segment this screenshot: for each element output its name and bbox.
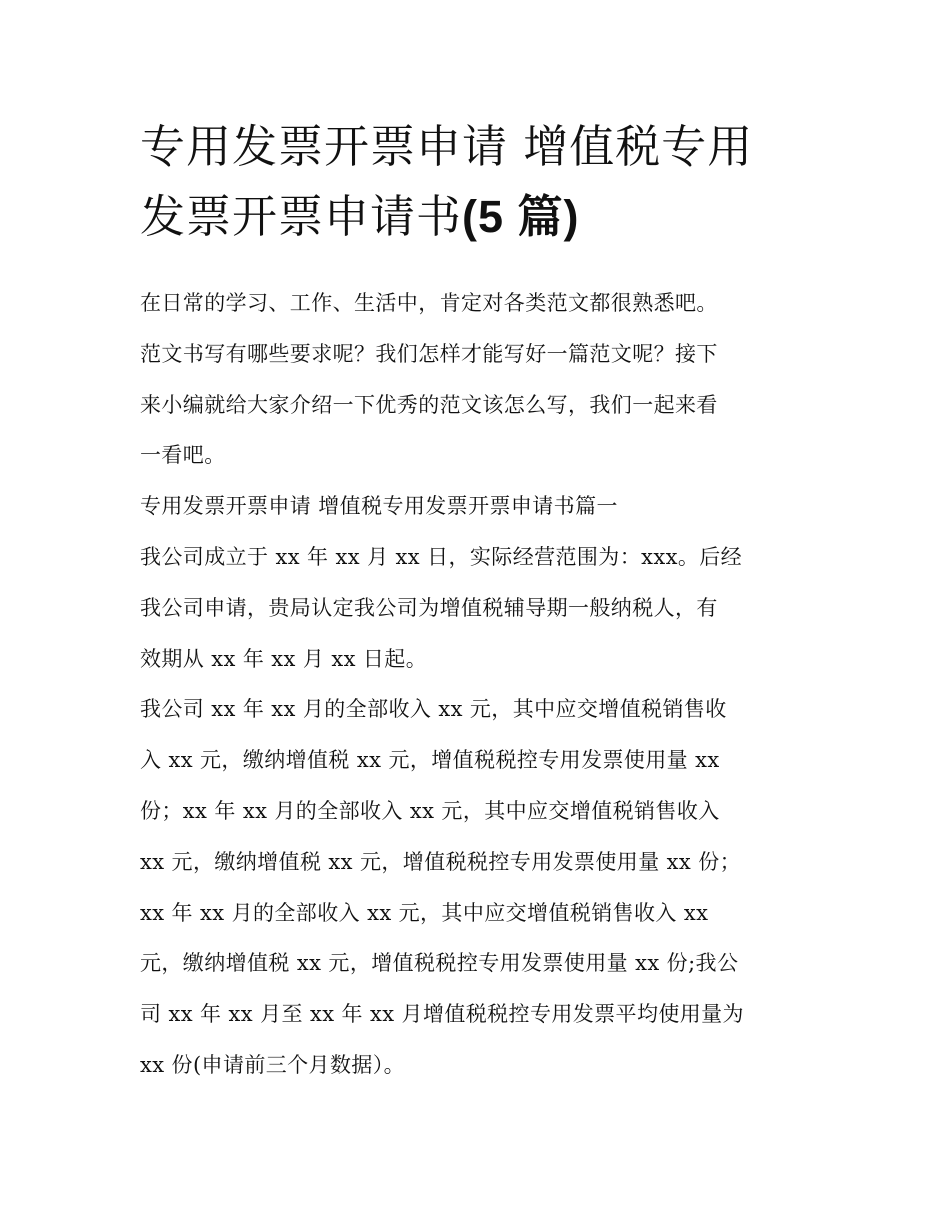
- text-line: 司 xx 年 xx 月至 xx 年 xx 月增值税税控专用发票平均使用量为: [140, 1002, 744, 1027]
- section-heading: [140, 481, 820, 532]
- intro-paragraph: [140, 278, 820, 481]
- text-line: 范文书写有哪些要求呢？我们怎样才能写好一篇范文呢？接下: [140, 341, 718, 366]
- text-line: 入 xx 元，缴纳增值税 xx 元，增值税税控专用发票使用量 xx: [140, 748, 720, 773]
- text-line: 我公司成立于 xx 年 xx 月 xx 日，实际经营范围为：xxx。后经: [140, 544, 743, 569]
- document-body: [140, 278, 820, 1091]
- title-line-2-prefix: 发票开票申请书: [140, 190, 463, 243]
- income-paragraph: [140, 684, 820, 1090]
- text-line: xx 元，缴纳增值税 xx 元，增值税税控专用发票使用量 xx 份；: [140, 849, 742, 874]
- text-line: 元，缴纳增值税 xx 元，增值税税控专用发票使用量 xx 份;我公: [140, 951, 739, 976]
- text-line: xx 份(申请前三个月数据）。: [140, 1052, 406, 1077]
- text-line: 我公司 xx 年 xx 月的全部收入 xx 元，其中应交增值税销售收: [140, 697, 727, 722]
- text-line: 效期从 xx 年 xx 月 xx 日起。: [140, 646, 428, 671]
- text-line: 在日常的学习、工作、生活中，肯定对各类范文都很熟悉吧。: [140, 291, 718, 315]
- text-line: xx 年 xx 月的全部收入 xx 元，其中应交增值税销售收入 xx: [140, 900, 709, 925]
- document-title: [140, 112, 820, 252]
- title-line-2-suffix: (5 篇): [462, 191, 580, 242]
- text-line: 我公司申请，贵局认定我公司为增值税辅导期一般纳税人，有: [140, 595, 718, 620]
- text-line: 一看吧。: [140, 443, 226, 468]
- title-line-1: 专用发票开票申请 增值税专用: [140, 120, 754, 173]
- text-line: 来小编就给大家介绍一下优秀的范文该怎么写，我们一起来看: [140, 392, 718, 417]
- company-paragraph: [140, 532, 820, 684]
- text-line: 份；xx 年 xx 月的全部收入 xx 元，其中应交增值税销售收入: [140, 798, 720, 823]
- text-line: 专用发票开票申请 增值税专用发票开票申请书篇一: [140, 494, 618, 519]
